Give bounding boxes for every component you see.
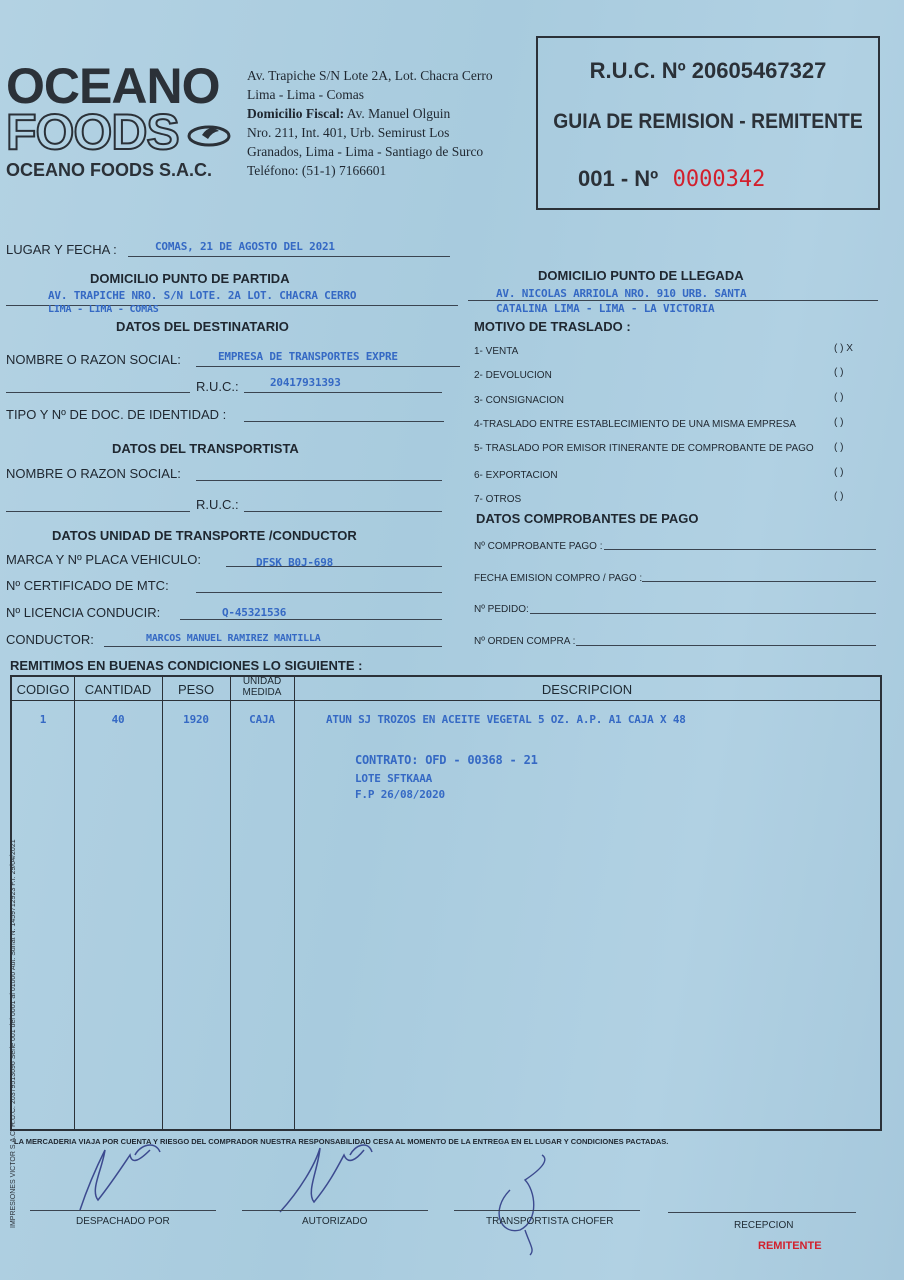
document-number	[578, 166, 765, 192]
recipient-ruc-label: R.U.C.:	[196, 379, 239, 394]
reason-mark-7: ( )	[834, 491, 844, 502]
arrival-line-1: AV. NICOLAS ARRIOLA NRO. 910 URB. SANTA	[496, 287, 747, 300]
departure-line-1: AV. TRAPICHE NRO. S/N LOTE. 2A LOT. CHACRA CERRO	[48, 289, 357, 302]
fiscal-label: Domicilio Fiscal:	[247, 106, 345, 121]
issue-date-label: FECHA EMISION COMPRO / PAGO :	[474, 573, 643, 584]
copy-label: REMITENTE	[758, 1240, 822, 1252]
recipient-name-label: NOMBRE O RAZON SOCIAL:	[6, 352, 181, 367]
reason-mark-5: ( )	[834, 442, 844, 453]
place-date-label: LUGAR Y FECHA :	[6, 242, 117, 257]
liability-note: LA MERCADERIA VIAJA POR CUENTA Y RIESGO DEL COMPRADOR NUESTRA RESPONSABILIDAD CESA AL MOMENTO DE LA ENTREGA EN EL LUGAR Y CONDICIONES PACTADAS.	[14, 1137, 669, 1146]
logo-foods: FOODS	[6, 104, 179, 160]
reason-mark-2: ( )	[834, 367, 844, 378]
license-value: Q-45321536	[222, 606, 287, 619]
plate-value: DFSK B0J-698	[256, 556, 334, 569]
reason-option-2: 2- DEVOLUCION	[474, 370, 552, 381]
plate-label: MARCA Y Nº PLACA VEHICULO:	[6, 552, 201, 567]
recipient-extra-line	[6, 392, 190, 393]
address-line-2: Lima - Lima - Comas	[247, 87, 364, 102]
reason-mark-6: ( )	[834, 467, 844, 478]
header-description: DESCRIPCION	[541, 682, 633, 697]
carrier-title: DATOS DEL TRANSPORTISTA	[112, 441, 299, 456]
fiscal-address-line-2: Nro. 211, Int. 401, Urb. Semirust Los	[247, 125, 450, 140]
driver-value: MARCOS MANUEL RAMIREZ MANTILLA	[146, 633, 321, 644]
reason-mark-3: ( )	[834, 392, 844, 403]
reason-option-3: 3- CONSIGNACION	[474, 395, 565, 406]
header-divider	[12, 700, 880, 701]
signature-autorizado	[270, 1130, 390, 1220]
address-line-1: Av. Trapiche S/N Lote 2A, Lot. Chacra Cerro	[247, 68, 493, 83]
header-unit-line-2: MEDIDA	[242, 687, 282, 698]
reason-option-6: 6- EXPORTACION	[474, 470, 558, 481]
row-quantity: 40	[111, 713, 125, 726]
carrier-ruc-line	[244, 511, 442, 512]
recipient-id-line	[244, 421, 444, 422]
purchase-order-line	[576, 645, 876, 646]
license-label: Nº LICENCIA CONDUCIR:	[6, 605, 161, 620]
reason-mark-1	[834, 343, 853, 354]
signature-despachado	[60, 1130, 180, 1220]
purchase-order-label: Nº ORDEN COMPRA :	[474, 636, 576, 647]
departure-title: DOMICILIO PUNTO DE PARTIDA	[90, 271, 290, 286]
row-weight: 1920	[183, 713, 209, 726]
company-name: OCEANO FOODS S.A.C.	[6, 160, 213, 180]
mtc-line	[196, 592, 442, 593]
col-divider-3	[230, 677, 231, 1129]
fiscal-address-line-3: Granados, Lima - Lima - Santiago de Surco	[247, 144, 484, 159]
goods-heading: REMITIMOS EN BUENAS CONDICIONES LO SIGUIENTE :	[10, 658, 363, 673]
carrier-name-label: NOMBRE O RAZON SOCIAL:	[6, 466, 181, 481]
reason-option-1: 1- VENTA	[474, 346, 519, 357]
reason-option-7: 7- OTROS	[474, 494, 522, 505]
signature-line-1	[30, 1210, 216, 1211]
reason-mark-1-text: ( ) X	[834, 343, 853, 354]
signature-line-3	[454, 1210, 640, 1211]
serial-number: 0000342	[672, 167, 766, 192]
driver-line	[104, 646, 442, 647]
signature-line-2	[242, 1210, 428, 1211]
contract-line: CONTRATO: OFD - 00368 - 21	[355, 753, 538, 767]
sig-label-recepcion: RECEPCION	[734, 1220, 794, 1231]
row-unit: CAJA	[249, 713, 275, 726]
place-date-value: COMAS, 21 DE AGOSTO DEL 2021	[155, 240, 335, 253]
recipient-ruc-value: 20417931393	[270, 376, 341, 389]
order-label: Nº PEDIDO:	[474, 604, 529, 615]
reason-option-5: 5- TRASLADO POR EMISOR ITINERANTE DE COMPROBANTE DE PAGO	[474, 443, 814, 454]
payment-title: DATOS COMPROBANTES DE PAGO	[476, 511, 699, 526]
fiscal-address-line-1	[247, 104, 493, 123]
sig-label-transportista: TRANSPORTISTA CHOFER	[486, 1216, 614, 1227]
col-divider-4	[294, 677, 295, 1129]
sig-label-autorizado: AUTORIZADO	[302, 1216, 368, 1227]
issue-date-line	[642, 581, 876, 582]
recipient-name-line	[196, 366, 460, 367]
document-title: GUIA DE REMISION - REMITENTE	[553, 110, 863, 133]
row-code: 1	[39, 713, 47, 726]
logo-oceano: OCEANO	[6, 58, 220, 114]
fp-line: F.P 26/08/2020	[355, 788, 445, 801]
vehicle-title: DATOS UNIDAD DE TRANSPORTE /CONDUCTOR	[52, 528, 357, 543]
signature-transportista	[480, 1150, 580, 1260]
departure-line-2: LIMA - LIMA - COMAS	[48, 304, 159, 315]
arrival-underline	[468, 300, 878, 301]
recipient-id-label: TIPO Y Nº DE DOC. DE IDENTIDAD :	[6, 407, 227, 422]
recipient-name-value: EMPRESA DE TRANSPORTES EXPRE	[218, 350, 398, 363]
mtc-label: Nº CERTIFICADO DE MTC:	[6, 578, 169, 593]
col-divider-2	[162, 677, 163, 1129]
recipient-ruc-line	[244, 392, 442, 393]
carrier-name-line	[196, 480, 442, 481]
fiscal-value: Av. Manuel Olguin	[344, 106, 451, 121]
receipt-label: Nº COMPROBANTE PAGO :	[474, 541, 603, 552]
license-line	[180, 619, 442, 620]
signature-line-4	[668, 1212, 856, 1213]
row-description: ATUN SJ TROZOS EN ACEITE VEGETAL 5 OZ. A.P. A1 CAJA X 48	[326, 713, 686, 726]
fish-logo-icon	[186, 120, 232, 148]
ruc-box	[536, 36, 880, 210]
reason-title: MOTIVO DE TRASLADO :	[474, 319, 631, 334]
col-divider-1	[74, 677, 75, 1129]
header-quantity: CANTIDAD	[84, 682, 152, 697]
series-label: 001 - Nº	[578, 166, 659, 191]
lot-line: LOTE SFTKAAA	[355, 772, 433, 785]
carrier-extra-line	[6, 511, 190, 512]
phone: Teléfono: (51-1) 7166601	[247, 163, 387, 178]
ruc-number: R.U.C. Nº 20605467327	[589, 58, 827, 83]
header-code: CODIGO	[16, 682, 70, 697]
arrival-title: DOMICILIO PUNTO DE LLEGADA	[538, 268, 744, 283]
reason-mark-4: ( )	[834, 417, 844, 428]
recipient-title: DATOS DEL DESTINATARIO	[116, 319, 289, 334]
header-unit	[230, 676, 294, 698]
address-block	[247, 66, 493, 180]
header-weight: PESO	[177, 682, 215, 697]
driver-label: CONDUCTOR:	[6, 632, 94, 647]
order-line	[530, 613, 876, 614]
carrier-ruc-label: R.U.C.:	[196, 497, 239, 512]
reason-option-4: 4-TRASLADO ENTRE ESTABLECIMIENTO DE UNA MISMA EMPRESA	[474, 419, 796, 430]
arrival-line-2: CATALINA LIMA - LIMA - LA VICTORIA	[496, 302, 715, 315]
header-unit-line-1: UNIDAD	[242, 676, 282, 687]
goods-table	[10, 675, 882, 1131]
printer-imprint: IMPRESIONES VICTOR S.A.C. R.U.C. 20379513696 Serie 001 del 0001 al 01000 Aut. Sunat N. 1459712923 F.I. 29/04/2021	[10, 839, 17, 1228]
sig-label-despachado: DESPACHADO POR	[76, 1216, 170, 1227]
receipt-line	[604, 549, 876, 550]
place-date-line	[128, 256, 450, 257]
